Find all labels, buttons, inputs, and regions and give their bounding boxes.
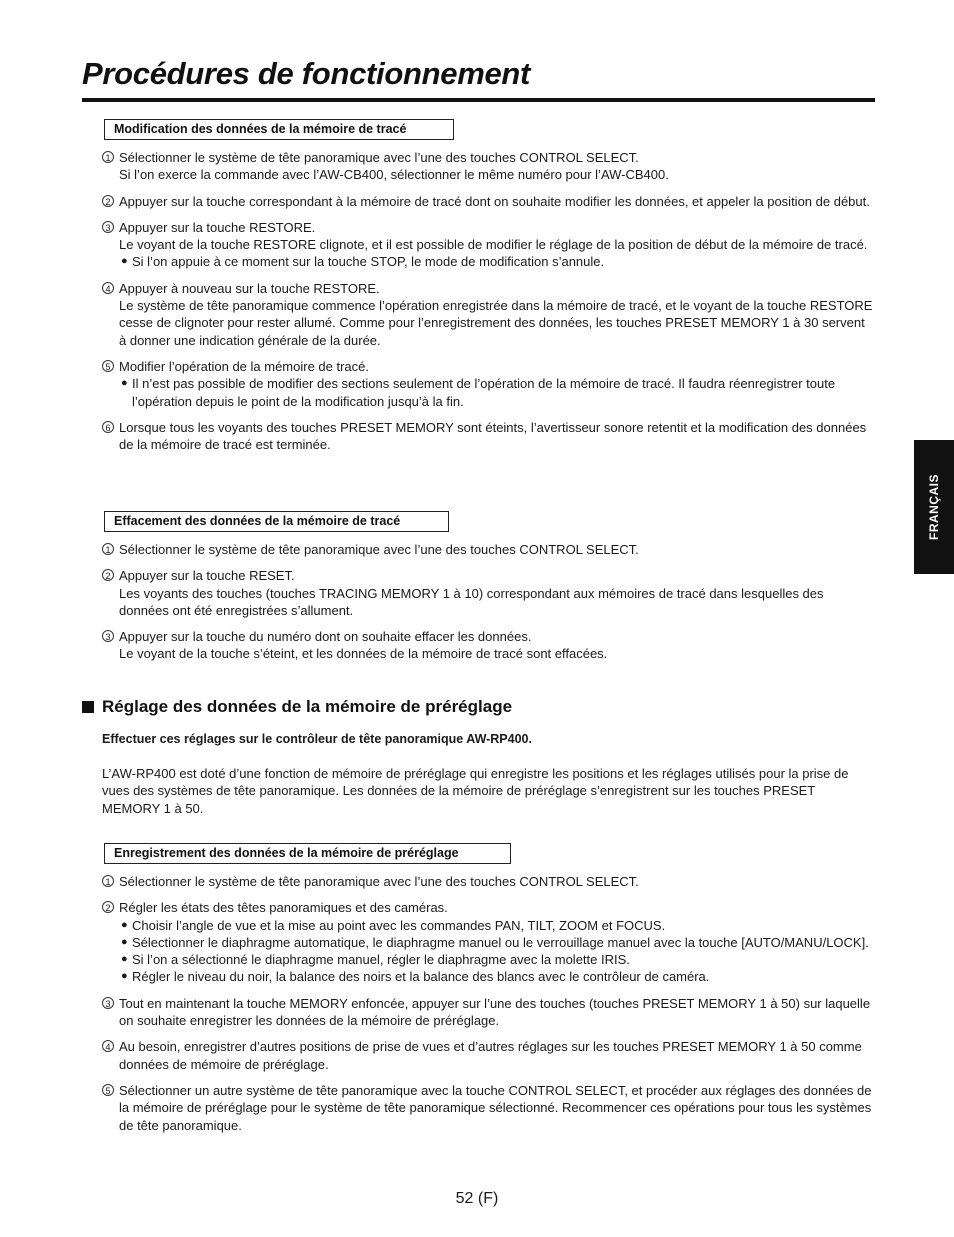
circled-number-icon: 4 — [102, 282, 114, 294]
step-item — [102, 219, 874, 271]
circled-number-icon: 2 — [102, 569, 114, 581]
step-text: Les voyants des touches (touches TRACING MEMORY 1 à 10) correspondant aux mémoires de tracé dans lesquelles des données ont été enregistrées s’allument. — [119, 585, 824, 618]
step-text: Sélectionner un autre système de tête panoramique avec la touche CONTROL SELECT, et procéder aux réglages des données de la mémoire de préréglage pour le système de tête panoramique sélectionné. Recommencer ces opérations pour tous les systèmes de tête panoramique. — [119, 1082, 872, 1133]
step-text: Le voyant de la touche RESTORE clignote, et il est possible de modifier le réglage de la position de début de la mémoire de tracé. — [119, 237, 868, 253]
step-text: Appuyer sur la touche RESTORE. — [119, 219, 316, 235]
circled-number-icon: 1 — [102, 543, 114, 555]
steps-modification — [102, 149, 874, 453]
step-item — [102, 899, 874, 985]
language-tab — [914, 440, 954, 574]
steps-effacement — [102, 541, 874, 663]
preset-intro: L’AW-RP400 est doté d’une fonction de mémoire de préréglage qui enregistre les positions et les réglages utilisés pour la prise de vues des systèmes de tête panoramique. Les données de la mémoire de préréglage s’enregistrent sur les touches PRESET MEMORY 1 à 50. — [102, 766, 849, 816]
bullet-item — [119, 917, 874, 934]
page-title: Procédures de fonctionnement — [82, 56, 531, 91]
step-text: Régler les états des têtes panoramiques et des caméras. — [119, 900, 448, 916]
circled-number-icon: 5 — [102, 360, 114, 372]
section-label-effacement: Effacement des données de la mémoire de tracé — [104, 511, 449, 532]
step-text: Lorsque tous les voyants des touches PRESET MEMORY sont éteints, l’avertisseur sonore retentit et la modification des données de la mémoire de tracé est terminée. — [119, 419, 867, 453]
bullet-text: Sélectionner le diaphragme automatique, le diaphragme manuel ou le verrouillage manuel avec la touche [AUTO/MANU/LOCK]. — [132, 934, 869, 950]
title-rule — [82, 98, 875, 102]
circled-number-icon: 5 — [102, 1084, 114, 1096]
bullet-item — [119, 968, 874, 985]
bullet-dot-icon: ● — [121, 377, 128, 390]
bullet-item — [119, 253, 874, 270]
step-text: Au besoin, enregistrer d’autres positions de prise de vues et d’autres réglages sur les touches PRESET MEMORY 1 à 50 comme données de mémoire de préréglage. — [119, 1039, 862, 1072]
circled-number-icon: 2 — [102, 901, 114, 913]
circled-number-icon: 6 — [102, 421, 114, 433]
bullet-dot-icon: ● — [121, 935, 128, 948]
steps-enregistrement — [102, 873, 874, 1134]
preset-note: Effectuer ces réglages sur le contrôleur de tête panoramique AW-RP400. — [102, 732, 532, 746]
step-text: Modifier l’opération de la mémoire de tracé. — [119, 358, 370, 374]
bullet-dot-icon: ● — [121, 953, 128, 966]
step-text: Sélectionner le système de tête panoramique avec l’une des touches CONTROL SELECT. — [119, 874, 639, 889]
step-text: Si l’on exerce la commande avec l’AW-CB400, sélectionner le même numéro pour l’AW-CB400. — [119, 167, 669, 183]
step-text: Appuyer à nouveau sur la touche RESTORE. — [119, 280, 380, 296]
circled-number-icon: 3 — [102, 997, 114, 1009]
circled-number-icon: 1 — [102, 151, 114, 163]
step-text: Appuyer sur la touche correspondant à la mémoire de tracé dont on souhaite modifier les données, et appeler la position de début. — [119, 193, 870, 209]
step-text: Sélectionner le système de tête panoramique avec l’une des touches CONTROL SELECT. — [119, 542, 639, 557]
circled-number-icon: 3 — [102, 630, 114, 642]
step-text: Le voyant de la touche s’éteint, et les données de la mémoire de tracé sont effacées. — [119, 646, 608, 662]
bullet-dot-icon: ● — [121, 918, 128, 931]
page-number: 52 (F) — [455, 1190, 499, 1207]
step-item — [102, 358, 874, 410]
step-item — [102, 149, 874, 184]
bullet-text: Si l’on appuie à ce moment sur la touche STOP, le mode de modification s’annule. — [132, 254, 605, 270]
step-item — [102, 419, 874, 454]
bullet-dot-icon: ● — [121, 255, 128, 268]
step-item — [102, 567, 874, 619]
step-text: Appuyer sur la touche du numéro dont on souhaite effacer les données. — [119, 629, 532, 645]
section-heading-preset — [82, 697, 512, 717]
step-item — [102, 541, 874, 558]
step-item — [102, 873, 874, 890]
step-item — [102, 1082, 874, 1134]
bullet-text: Choisir l’angle de vue et la mise au point avec les commandes PAN, TILT, ZOOM et FOCUS. — [132, 917, 666, 933]
bullet-text: Régler le niveau du noir, la balance des noirs et la balance des blancs avec le contrôleur de caméra. — [132, 969, 710, 985]
circled-number-icon: 2 — [102, 195, 114, 207]
step-item — [102, 280, 874, 349]
circled-number-icon: 1 — [102, 875, 114, 887]
bullet-dot-icon: ● — [121, 970, 128, 983]
language-tab-label: FRANÇAIS — [927, 474, 941, 540]
step-text: Le système de tête panoramique commence l’opération enregistrée dans la mémoire de tracé, et le voyant de la touche RESTORE cesse de clignoter pour rester allumé. Comme pour l’enregistrement des données, les touches PRESET MEMORY 1 à 30 servent à donner une indication générale de la durée. — [119, 298, 873, 348]
step-item — [102, 628, 874, 663]
step-item — [102, 1038, 874, 1073]
step-text: Sélectionner le système de tête panoramique avec l’une des touches CONTROL SELECT. — [119, 150, 639, 165]
bullet-text: Si l’on a sélectionné le diaphragme manuel, régler le diaphragme avec la molette IRIS. — [132, 952, 630, 968]
circled-number-icon: 3 — [102, 221, 114, 233]
step-item — [102, 193, 874, 210]
section-heading-text: Réglage des données de la mémoire de préréglage — [102, 697, 513, 716]
bullet-item — [119, 375, 874, 410]
section-label-modification: Modification des données de la mémoire de tracé — [104, 119, 454, 140]
step-text: Appuyer sur la touche RESET. — [119, 568, 295, 584]
bullet-item — [119, 934, 874, 951]
square-bullet-icon — [82, 701, 94, 713]
section-label-enregistrement: Enregistrement des données de la mémoire de préréglage — [104, 843, 511, 864]
circled-number-icon: 4 — [102, 1040, 114, 1052]
bullet-text: Il n’est pas possible de modifier des sections seulement de l’opération de la mémoire de tracé. Il faudra réenregistrer toute l’opération depuis le point de la modification jusqu’à la fin. — [132, 376, 836, 409]
bullet-item — [119, 951, 874, 968]
step-text: Tout en maintenant la touche MEMORY enfoncée, appuyer sur l’une des touches (touches PRESET MEMORY 1 à 50) sur laquelle on souhaite enregistrer les données de la mémoire de préréglage. — [119, 995, 871, 1029]
step-item — [102, 995, 874, 1030]
